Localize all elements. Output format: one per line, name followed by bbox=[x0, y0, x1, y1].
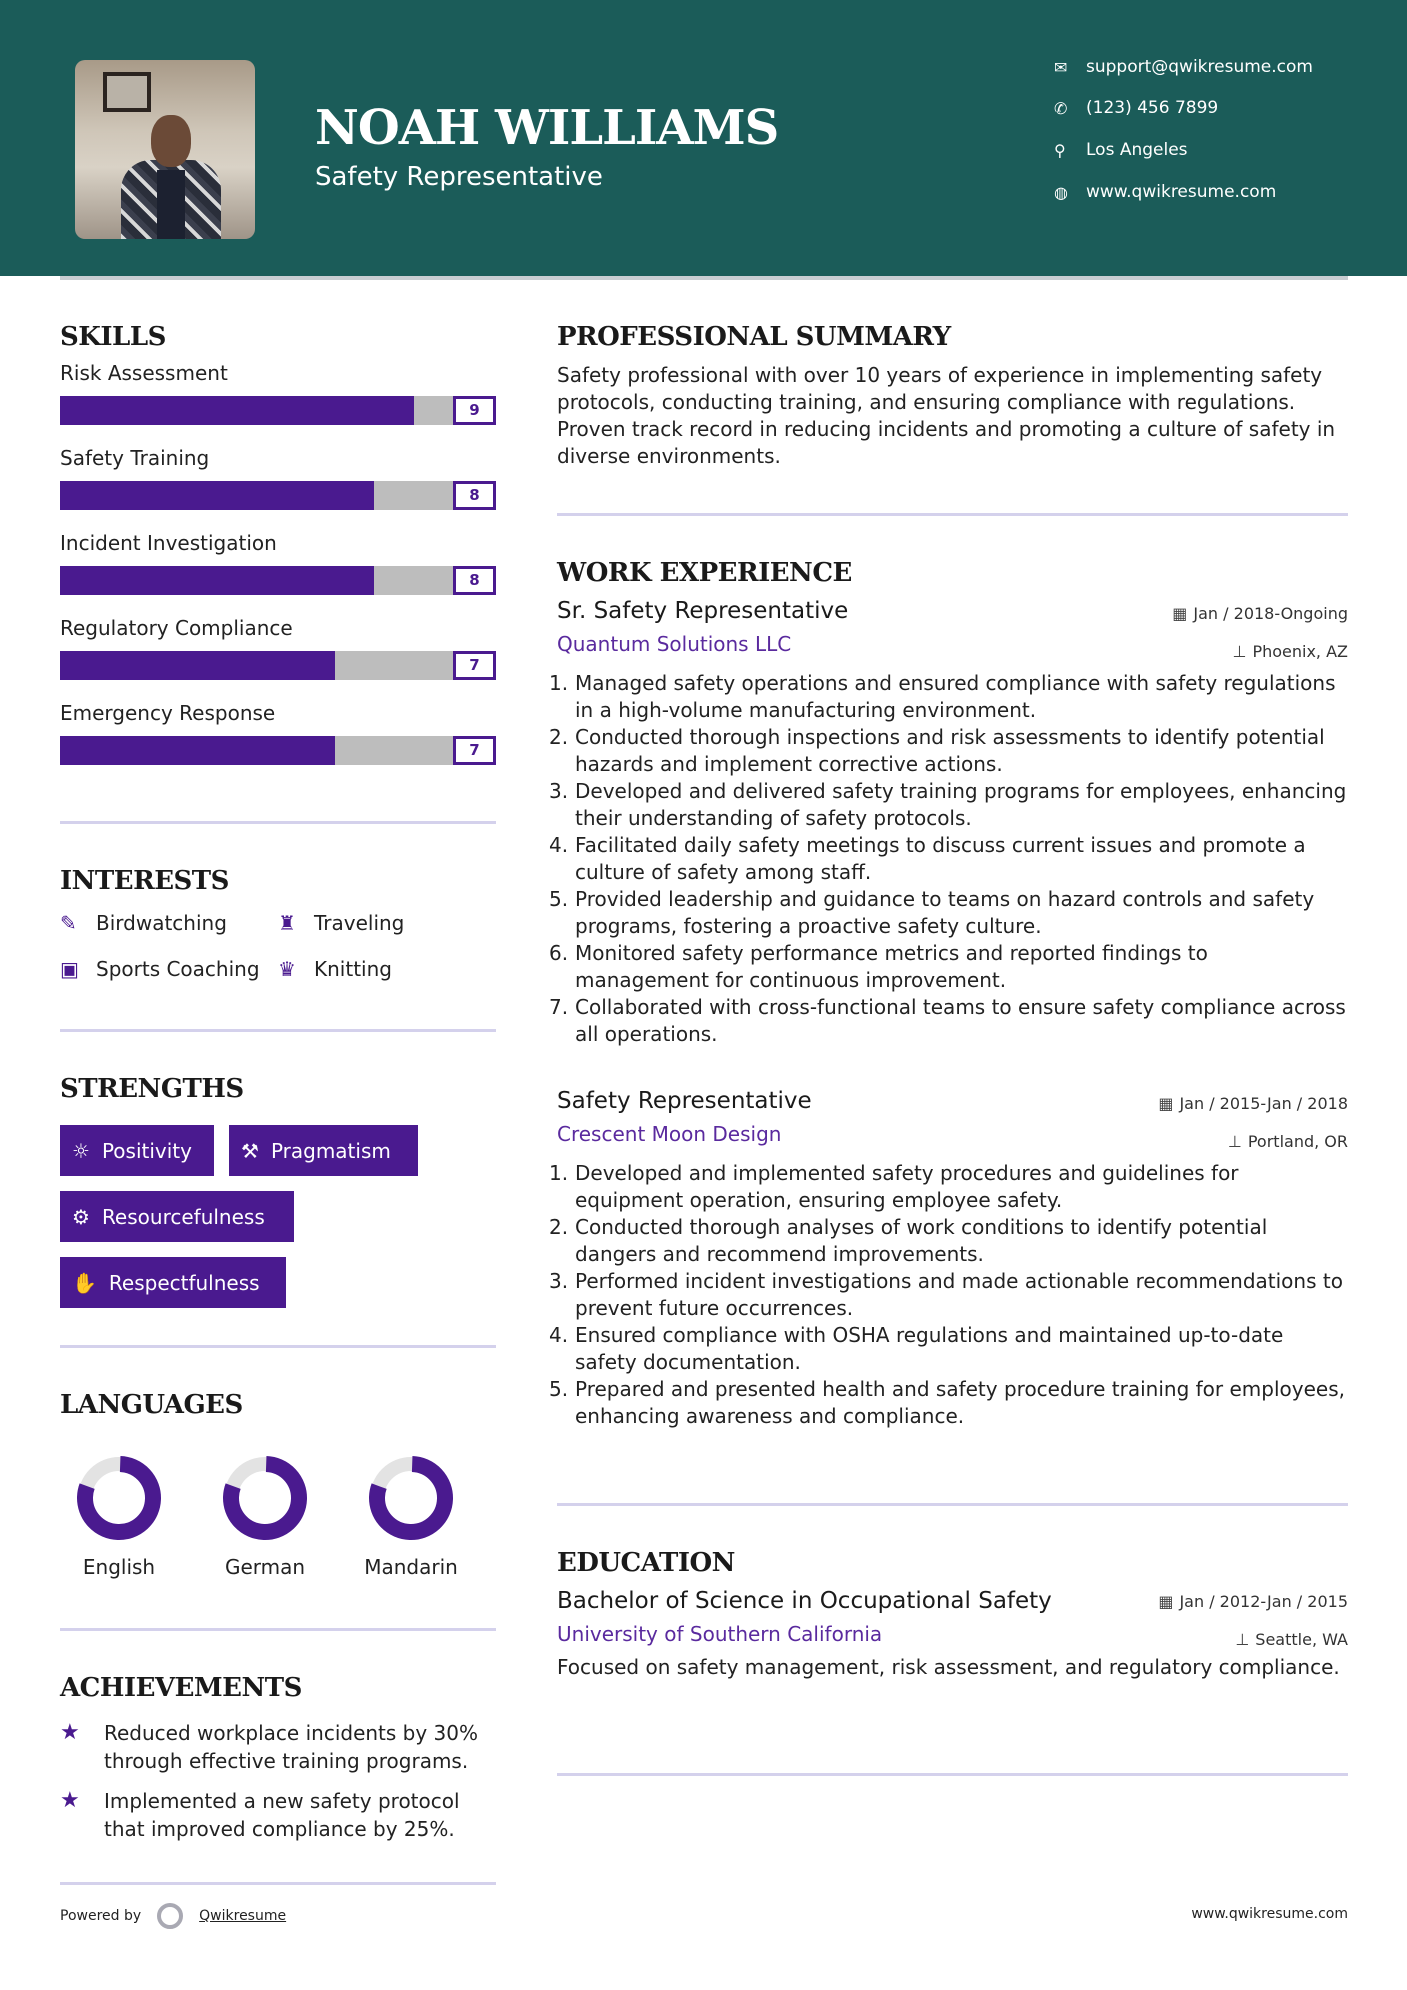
job-bullet: 5. Provided leadership and guidance to teams on hazard controls and safety programs, fostering a proactive safety culture. bbox=[549, 887, 1315, 938]
skill-label: Safety Training bbox=[60, 446, 210, 470]
skill-item bbox=[60, 613, 496, 680]
job-bullets bbox=[549, 1160, 1348, 1430]
language-label: English bbox=[82, 1555, 156, 1579]
job-bullet: 3. Performed incident investigations and made actionable recommendations to prevent future occurrences. bbox=[549, 1269, 1343, 1320]
skills-heading: SKILLS bbox=[60, 322, 166, 352]
job-dates: ▦ Jan / 2015-Jan / 2018 bbox=[1158, 1094, 1348, 1113]
skill-fill bbox=[60, 396, 414, 425]
skill-score: 8 bbox=[453, 481, 496, 510]
divider bbox=[60, 1882, 496, 1885]
skills-section bbox=[60, 322, 496, 783]
language-item bbox=[351, 1455, 471, 1579]
job-title: Safety Representative bbox=[557, 1088, 812, 1114]
skill-label: Emergency Response bbox=[60, 701, 276, 725]
skill-score: 9 bbox=[453, 396, 496, 425]
job-bullet: 1. Managed safety operations and ensured compliance with safety regulations in a high-volume manufacturing environment. bbox=[549, 671, 1336, 722]
trophy-icon: ♛ bbox=[278, 957, 296, 981]
strengths-heading: STRENGTHS bbox=[60, 1074, 244, 1104]
map-pin-icon: ⚲ bbox=[1054, 140, 1066, 160]
languages-section bbox=[60, 1390, 243, 1420]
contact-location: ⚲ Los Angeles bbox=[1054, 140, 1188, 160]
job-bullet: 1. Developed and implemented safety procedures and guidelines for equipment operation, ensuring employee safety. bbox=[549, 1161, 1239, 1212]
interests-section bbox=[60, 866, 496, 896]
skill-fill bbox=[60, 736, 335, 765]
divider bbox=[60, 1029, 496, 1032]
job-location: ⊥ Phoenix, AZ bbox=[1232, 642, 1348, 661]
skill-fill bbox=[60, 651, 335, 680]
footer-website[interactable]: www.qwikresume.com bbox=[1191, 1906, 1348, 1922]
job-dates: ▦ Jan / 2018-Ongoing bbox=[1172, 604, 1348, 623]
language-donut bbox=[368, 1455, 454, 1541]
language-donut bbox=[222, 1455, 308, 1541]
company-name: Quantum Solutions LLC bbox=[557, 632, 792, 656]
divider bbox=[60, 1628, 496, 1631]
interest-item: ♛ Knitting bbox=[278, 957, 392, 981]
school: University of Southern California bbox=[557, 1622, 883, 1646]
achievements-heading: ACHIEVEMENTS bbox=[60, 1673, 302, 1703]
job-bullets bbox=[549, 670, 1348, 1048]
divider bbox=[557, 513, 1348, 516]
skill-item bbox=[60, 443, 496, 510]
skill-bar bbox=[60, 566, 496, 595]
pin-icon: ⊥ bbox=[1235, 1630, 1250, 1649]
qwikresume-link[interactable]: Qwikresume bbox=[199, 1908, 287, 1924]
skill-fill bbox=[60, 566, 374, 595]
skill-bar bbox=[60, 651, 496, 680]
education-dates: ▦ Jan / 2012-Jan / 2015 bbox=[1158, 1592, 1348, 1611]
education-description: Focused on safety management, risk assessment, and regulatory compliance. bbox=[557, 1655, 1340, 1679]
star-icon: ★ bbox=[60, 1720, 80, 1745]
language-label: German bbox=[224, 1555, 306, 1579]
candidate-title: Safety Representative bbox=[315, 162, 603, 192]
calendar-icon: ▦ bbox=[1172, 604, 1188, 623]
pencil-square-icon: ✎ bbox=[60, 911, 77, 935]
interest-item: ✎ Birdwatching bbox=[60, 911, 227, 935]
skill-score: 8 bbox=[453, 566, 496, 595]
job-bullet: 7. Collaborated with cross-functional teams to ensure safety compliance across all operations. bbox=[549, 995, 1346, 1046]
language-item bbox=[59, 1455, 179, 1579]
phone-icon: ✆ bbox=[1054, 98, 1068, 118]
strength-chip: ☼ Positivity bbox=[60, 1125, 214, 1176]
strengths-section bbox=[60, 1074, 244, 1104]
contact-phone: ✆ (123) 456 7899 bbox=[1054, 98, 1219, 118]
profile-photo bbox=[75, 60, 255, 239]
skill-fill bbox=[60, 481, 374, 510]
skill-bar bbox=[60, 396, 496, 425]
company-name: Crescent Moon Design bbox=[557, 1122, 782, 1146]
interest-item: ▣ Sports Coaching bbox=[60, 957, 260, 981]
languages-heading: LANGUAGES bbox=[60, 1390, 243, 1420]
job-bullet: 2. Conducted thorough inspections and risk assessments to identify potential hazards and implement corrective actions. bbox=[549, 725, 1325, 776]
candidate-name: NOAH WILLIAMS bbox=[315, 100, 779, 156]
strength-chip: ✋ Respectfulness bbox=[60, 1257, 286, 1308]
job-bullet: 5. Prepared and presented health and safety procedure training for employees, enhancing awareness and compliance. bbox=[549, 1377, 1345, 1428]
job-entry bbox=[549, 598, 1348, 1048]
binoculars-icon: ♜ bbox=[278, 911, 296, 935]
handshake-icon: ✋ bbox=[72, 1270, 97, 1295]
calendar-icon: ▦ bbox=[1158, 1592, 1174, 1611]
language-donut bbox=[76, 1455, 162, 1541]
education-location: ⊥ Seattle, WA bbox=[1235, 1630, 1348, 1649]
strength-chip: ⚒ Pragmatism bbox=[229, 1125, 418, 1176]
calendar-icon: ▦ bbox=[1158, 1094, 1174, 1113]
skill-label: Incident Investigation bbox=[60, 531, 277, 555]
language-item bbox=[205, 1455, 325, 1579]
interests-heading: INTERESTS bbox=[60, 866, 229, 896]
gavel-icon: ⚒ bbox=[241, 1138, 259, 1163]
contact-website[interactable]: ◍ www.qwikresume.com bbox=[1054, 182, 1277, 202]
contact-email[interactable]: ✉ support@qwikresume.com bbox=[1054, 57, 1313, 77]
briefcase-icon: ▣ bbox=[60, 957, 79, 981]
job-bullet: 4. Ensured compliance with OSHA regulations and maintained up-to-date safety documentation. bbox=[549, 1323, 1284, 1374]
education-heading: EDUCATION bbox=[557, 1548, 735, 1578]
sun-icon: ☼ bbox=[72, 1138, 90, 1163]
gears-icon: ⚙ bbox=[72, 1204, 90, 1229]
skill-bar bbox=[60, 481, 496, 510]
job-title: Sr. Safety Representative bbox=[557, 598, 849, 624]
divider bbox=[60, 821, 496, 824]
job-bullet: 3. Developed and delivered safety training programs for employees, enhancing their understanding of safety protocols. bbox=[549, 779, 1347, 830]
divider bbox=[557, 1773, 1348, 1776]
header-divider bbox=[60, 276, 1348, 280]
divider bbox=[60, 1345, 496, 1348]
achievement-item: ★ Implemented a new safety protocol that improved compliance by 25%. bbox=[60, 1788, 460, 1841]
header bbox=[0, 0, 1407, 276]
summary-section bbox=[557, 322, 1348, 470]
footer-powered-by: Powered by Qwikresume bbox=[60, 1903, 286, 1929]
job-bullet: 2. Conducted thorough analyses of work conditions to identify potential dangers and recommend improvements. bbox=[549, 1215, 1268, 1266]
education-section bbox=[557, 1548, 1348, 1681]
achievement-item: ★ Reduced workplace incidents by 30% through effective training programs. bbox=[60, 1720, 479, 1773]
job-entry bbox=[549, 1088, 1348, 1430]
skill-label: Regulatory Compliance bbox=[60, 616, 293, 640]
envelope-icon: ✉ bbox=[1054, 57, 1068, 77]
skill-label: Risk Assessment bbox=[60, 361, 228, 385]
job-bullet: 6. Monitored safety performance metrics and reported findings to management for continuous improvement. bbox=[549, 941, 1208, 992]
skill-bar bbox=[60, 736, 496, 765]
experience-heading: WORK EXPERIENCE bbox=[557, 558, 852, 588]
summary-heading: PROFESSIONAL SUMMARY bbox=[557, 322, 951, 352]
achievements-section bbox=[60, 1673, 302, 1703]
experience-section bbox=[557, 558, 1348, 588]
summary-text: Safety professional with over 10 years of experience in implementing safety protocols, conducting training, and ensuring compliance with regulations. Proven track record in reducing incidents and promoting a culture of safety in diverse environments. bbox=[557, 363, 1336, 468]
skill-score: 7 bbox=[453, 736, 496, 765]
skill-item bbox=[60, 698, 496, 765]
skill-item bbox=[60, 528, 496, 595]
job-location: ⊥ Portland, OR bbox=[1227, 1132, 1348, 1151]
interest-item: ♜ Traveling bbox=[278, 911, 405, 935]
pin-icon: ⊥ bbox=[1232, 642, 1247, 661]
skill-score: 7 bbox=[453, 651, 496, 680]
divider bbox=[557, 1503, 1348, 1506]
language-label: Mandarin bbox=[364, 1555, 458, 1579]
star-icon: ★ bbox=[60, 1788, 80, 1813]
globe-icon: ◍ bbox=[1054, 182, 1068, 202]
qwikresume-logo-icon bbox=[157, 1903, 183, 1929]
job-bullet: 4. Facilitated daily safety meetings to discuss current issues and promote a culture of safety among staff. bbox=[549, 833, 1306, 884]
skill-item bbox=[60, 358, 496, 425]
degree: Bachelor of Science in Occupational Safety bbox=[557, 1588, 1052, 1614]
pin-icon: ⊥ bbox=[1227, 1132, 1242, 1151]
strength-chip: ⚙ Resourcefulness bbox=[60, 1191, 294, 1242]
